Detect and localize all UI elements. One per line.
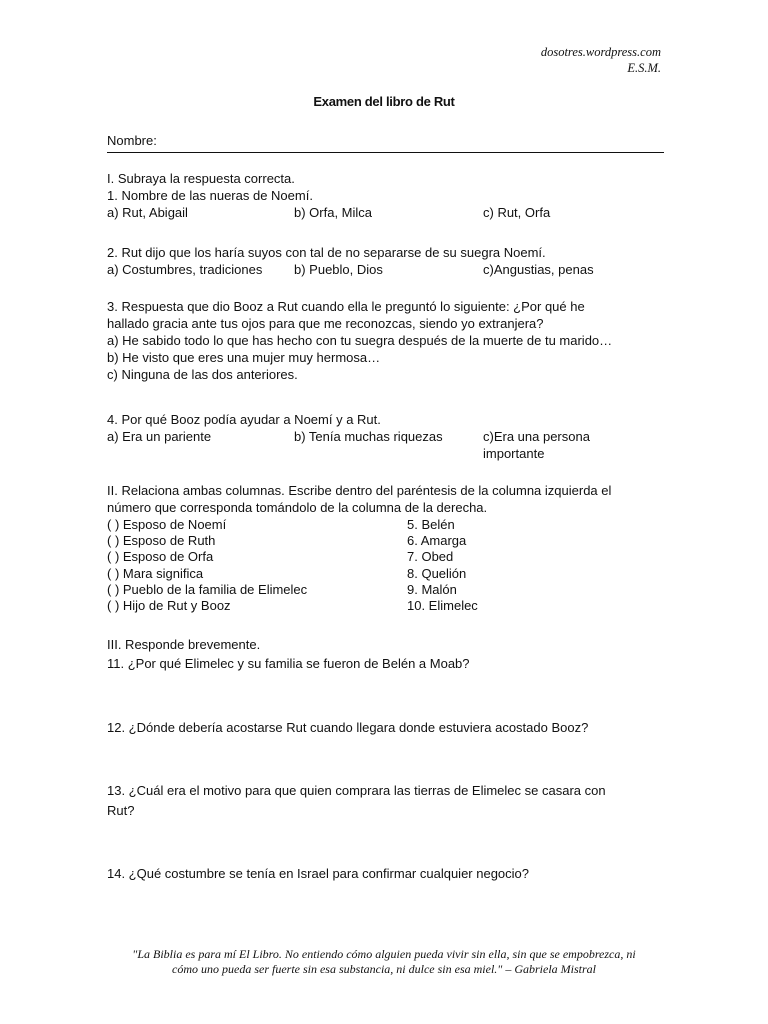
question-14: 14. ¿Qué costumbre se tenía en Israel para confirmar cualquier negocio?: [107, 866, 530, 881]
match-left-item: ( ) Esposo de Noemí: [107, 517, 227, 532]
page-title: Examen del libro de Rut: [313, 94, 455, 109]
name-field-line[interactable]: [107, 132, 664, 153]
match-right-item: 8. Quelión: [407, 565, 467, 581]
option-c: c) Rut, Orfa: [483, 205, 551, 220]
section-1-q2: [107, 244, 667, 278]
option-a: a) Era un pariente: [107, 429, 212, 444]
section-1-q3: [107, 298, 667, 383]
match-right-item: 10. Elimelec: [407, 597, 478, 613]
footer-quote-line-1: "La Biblia es para mí El Libro. No entiendo cómo alguien pueda vivir sin ella, sin que se empobrezca, ni: [132, 947, 636, 961]
option-row: [107, 428, 667, 462]
footer-quote-line-2: cómo uno pueda ser fuerte sin esa substancia, ni dulce sin esa miel." – Gabriela Mistral: [172, 962, 596, 976]
option-a: a) He sabido todo lo que has hecho con tu suegra después de la muerte de tu marido…: [107, 333, 613, 348]
question-text-line-2: hallado gracia ante tus ojos para que me reconozcas, siendo yo extranjera?: [107, 316, 544, 331]
option-b: b) Orfa, Milca: [294, 205, 373, 220]
option-c: c) Ninguna de las dos anteriores.: [107, 367, 298, 382]
match-row: [107, 565, 667, 581]
question-13-line-1: 13. ¿Cuál era el motivo para que quien comprara las tierras de Elimelec se casara con: [107, 783, 606, 798]
section-3-heading: III. Responde brevemente.: [107, 637, 261, 652]
option-b: b) He visto que eres una mujer muy hermosa…: [107, 350, 381, 365]
option-b: b) Pueblo, Dios: [294, 262, 383, 277]
match-row: [107, 516, 667, 532]
match-row: [107, 548, 667, 564]
option-c: c)Era una persona importante: [483, 429, 590, 461]
question-text-line-1: 3. Respuesta que dio Booz a Rut cuando ella le preguntó lo siguiente: ¿Por qué he: [107, 299, 585, 314]
header-initials: E.S.M.: [627, 61, 661, 75]
match-left-item: ( ) Esposo de Ruth: [107, 533, 216, 549]
section-2-heading-line-1: II. Relaciona ambas columnas. Escribe dentro del paréntesis de la columna izquierda el: [107, 483, 612, 498]
section-2: [107, 482, 667, 613]
option-a: a) Rut, Abigail: [107, 205, 188, 220]
match-right-item: 6. Amarga: [407, 533, 467, 549]
footer-quote: [0, 947, 768, 977]
question-12: 12. ¿Dónde debería acostarse Rut cuando llegara donde estuviera acostado Booz?: [107, 720, 589, 735]
section-1-heading: I. Subraya la respuesta correcta.: [107, 171, 295, 186]
match-row: [107, 532, 667, 548]
option-b: b) Tenía muchas riquezas: [294, 429, 443, 444]
option-row: [107, 204, 667, 221]
match-left-item: ( ) Hijo de Rut y Booz: [107, 597, 231, 613]
option-row: [107, 261, 667, 278]
match-right-item: 5. Belén: [407, 517, 455, 532]
match-left-item: ( ) Mara significa: [107, 565, 204, 581]
option-c: c)Angustias, penas: [483, 262, 594, 277]
match-left-item: ( ) Esposo de Orfa: [107, 549, 214, 565]
question-11: 11. ¿Por qué Elimelec y su familia se fueron de Belén a Moab?: [107, 656, 470, 671]
question-text: 4. Por qué Booz podía ayudar a Noemí y a Rut.: [107, 412, 381, 427]
match-left-item: ( ) Pueblo de la familia de Elimelec: [107, 581, 308, 597]
question-13-line-2: Rut?: [107, 803, 135, 818]
name-label: Nombre:: [107, 133, 157, 148]
match-right-item: 7. Obed: [407, 549, 454, 565]
question-text: 2. Rut dijo que los haría suyos con tal de no separarse de su suegra Noemí.: [107, 245, 546, 260]
match-row: [107, 581, 667, 597]
question-text: 1. Nombre de las nueras de Noemí.: [107, 188, 313, 203]
section-1-q4: [107, 411, 667, 462]
section-1-q1: [107, 170, 667, 221]
section-2-heading-line-2: número que corresponda tomándolo de la columna de la derecha.: [107, 500, 488, 515]
header-site: dosotres.wordpress.com: [540, 45, 661, 59]
match-right-item: 9. Malón: [407, 581, 457, 597]
page-header: [541, 44, 661, 76]
match-row: [107, 597, 667, 613]
option-a: a) Costumbres, tradiciones: [107, 262, 263, 277]
